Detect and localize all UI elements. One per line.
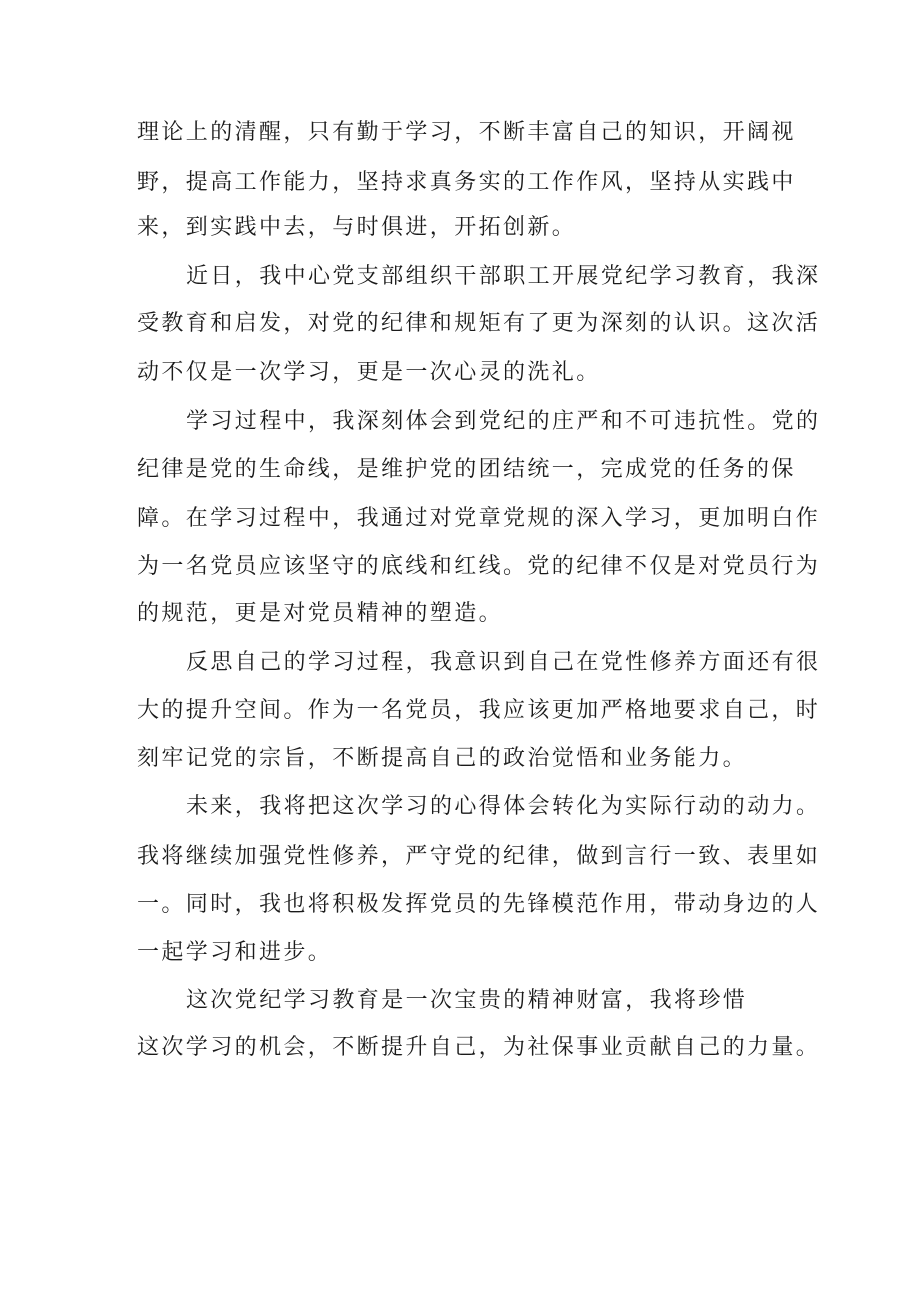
text-line: 这次学习的机会，不断提升自己，为社保事业贡献自己的力量。 — [137, 1035, 821, 1060]
text-line: 的规范，更是对党员精神的塑造。 — [137, 601, 504, 626]
text-line: 动不仅是一次学习，更是一次心灵的洗礼。 — [137, 360, 601, 385]
text-line: 一起学习和进步。 — [137, 940, 333, 965]
paragraph-first-line: 近日，我中心党支部组织干部职工开展党纪学习教育，我深 — [186, 264, 821, 289]
paragraph-first-line: 学习过程中，我深刻体会到党纪的庄严和不可违抗性。党的 — [186, 409, 821, 434]
text-line: 为一名党员应该坚守的底线和红线。党的纪律不仅是对党员行为 — [137, 554, 821, 579]
paragraph-first-line: 反思自己的学习过程，我意识到自己在党性修养方面还有很 — [186, 650, 821, 675]
text-line: 障。在学习过程中，我通过对党章党规的深入学习，更加明白作 — [137, 506, 821, 531]
text-line: 大的提升空间。作为一名党员，我应该更加严格地要求自己，时 — [137, 698, 821, 723]
text-line: 一。同时，我也将积极发挥党员的先锋模范作用，带动身边的人 — [137, 892, 821, 917]
text-line: 理论上的清醒，只有勤于学习，不断丰富自己的知识，开阔视 — [137, 120, 796, 145]
text-line: 受教育和启发，对党的纪律和规矩有了更为深刻的认识。这次活 — [137, 311, 821, 336]
paragraph-first-line: 未来，我将把这次学习的心得体会转化为实际行动的动力。 — [186, 794, 821, 819]
text-line: 我将继续加强党性修养，严守党的纪律，做到言行一致、表里如 — [137, 844, 821, 869]
text-line: 来，到实践中去，与时俱进，开拓创新。 — [137, 215, 577, 240]
paragraph-first-line: 这次党纪学习教育是一次宝贵的精神财富，我将珍惜 — [186, 988, 748, 1013]
text-line: 纪律是党的生命线，是维护党的团结统一，完成党的任务的保 — [137, 457, 796, 482]
text-line: 野，提高工作能力，坚持求真务实的工作作风，坚持从实践中 — [137, 170, 796, 195]
text-line: 刻牢记党的宗旨，不断提高自己的政治觉悟和业务能力。 — [137, 746, 748, 771]
